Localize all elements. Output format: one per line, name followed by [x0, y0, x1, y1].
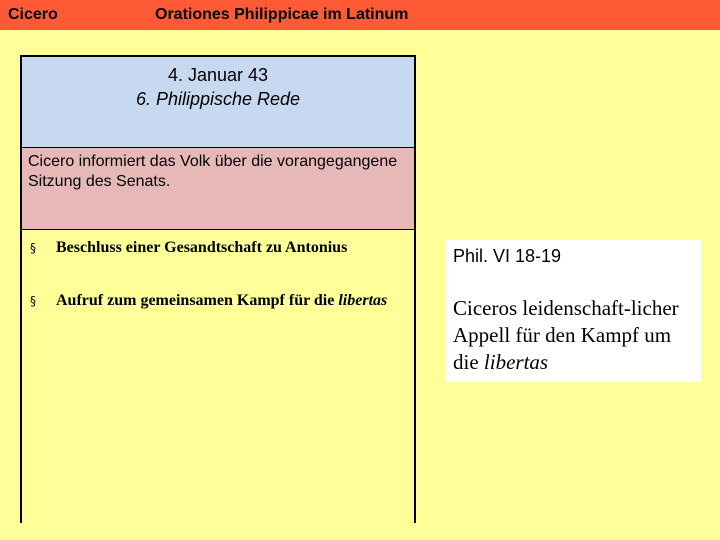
description-italic: libertas	[483, 350, 549, 374]
title-bar	[0, 0, 720, 30]
bullet-marker: §	[30, 294, 36, 308]
bullet-list	[22, 230, 414, 523]
work-title: Orationes Philippicae im Latinum	[155, 6, 409, 23]
speech-panel	[20, 55, 416, 523]
date-box	[22, 57, 414, 148]
speech-name: 6. Philippische Rede	[135, 89, 301, 109]
reference-box	[445, 240, 701, 382]
summary-box: Cicero informiert das Volk über die vorangegangene Sitzung des Senats.	[22, 148, 414, 230]
author-title: Cicero	[8, 6, 58, 23]
passage-reference: Phil. VI 18-19	[453, 246, 562, 266]
description-main: Ciceros leidenschaft-licher Appell für den Kampf um die	[453, 296, 679, 374]
bullet-text: Beschluss einer Gesandtschaft zu Antonius	[56, 239, 348, 256]
bullet-text-main: Aufruf zum gemeinsamen Kampf für die	[56, 292, 339, 309]
bullet-marker: §	[30, 241, 36, 255]
speech-date: 4. Januar 43	[167, 65, 269, 85]
bullet-item	[30, 236, 402, 260]
bullet-item	[30, 289, 402, 313]
bullet-text-italic: libertas	[338, 292, 388, 309]
bullet-text	[56, 289, 402, 313]
passage-description	[453, 295, 698, 376]
